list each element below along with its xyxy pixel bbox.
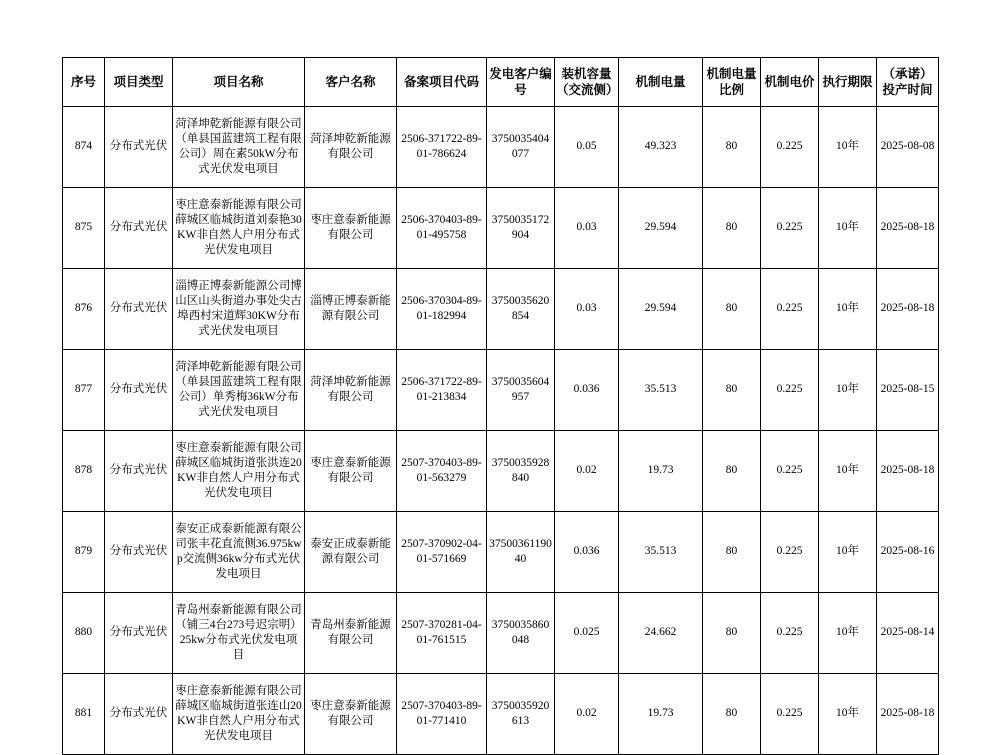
column-header-mech-ratio: 机制电量比例 [703,58,761,107]
cell-customer-name: 菏泽坤乾新能源有限公司 [305,350,397,431]
cell-project-type: 分布式光伏 [105,107,173,188]
cell-project-name: 淄博正博泰新能源公司博山区山头街道办事处尖古埠西村宋道辉30KW分布式光伏发电项目 [173,269,305,350]
cell-customer-no: 3750035860048 [487,593,555,674]
cell-term: 10年 [819,107,877,188]
cell-mech-ratio: 80 [703,107,761,188]
cell-mech-price: 0.225 [761,431,819,512]
cell-seq: 874 [63,107,105,188]
column-header-customer-name: 客户名称 [305,58,397,107]
cell-term: 10年 [819,269,877,350]
cell-project-name: 菏泽坤乾新能源有限公司（单县国蓝建筑工程有限公司）周在素50kW分布式光伏发电项目 [173,107,305,188]
cell-customer-no: 3750035172904 [487,188,555,269]
table-header [63,58,939,107]
table-body [63,107,939,755]
cell-seq: 881 [63,674,105,755]
cell-mech-price: 0.225 [761,269,819,350]
cell-capacity: 0.02 [555,674,619,755]
cell-mech-energy: 19.73 [619,674,703,755]
cell-record-code: 2506-371722-89-01-213834 [397,350,487,431]
column-header-project-type: 项目类型 [105,58,173,107]
cell-seq: 876 [63,269,105,350]
cell-term: 10年 [819,188,877,269]
cell-project-name: 菏泽坤乾新能源有限公司（单县国蓝建筑工程有限公司）单秀梅36kW分布式光伏发电项目 [173,350,305,431]
cell-project-name: 枣庄意泰新能源有限公司薛城区临城街道刘泰艳30KW非自然人户用分布式光伏发电项目 [173,188,305,269]
cell-record-code: 2506-371722-89-01-786624 [397,107,487,188]
column-header-project-name: 项目名称 [173,58,305,107]
cell-mech-energy: 19.73 [619,431,703,512]
cell-project-name: 青岛州泰新能源有限公司（铺三4台273号迟宗明）25kw分布式光伏发电项目 [173,593,305,674]
cell-capacity: 0.036 [555,350,619,431]
table-row [63,350,939,431]
cell-customer-name: 菏泽坤乾新能源有限公司 [305,107,397,188]
cell-capacity: 0.036 [555,512,619,593]
cell-mech-ratio: 80 [703,512,761,593]
cell-commission-date: 2025-08-14 [877,593,939,674]
column-header-seq: 序号 [63,58,105,107]
cell-mech-energy: 35.513 [619,512,703,593]
column-header-record-code: 备案项目代码 [397,58,487,107]
cell-mech-ratio: 80 [703,350,761,431]
cell-mech-ratio: 80 [703,593,761,674]
cell-mech-ratio: 80 [703,188,761,269]
cell-capacity: 0.025 [555,593,619,674]
cell-capacity: 0.02 [555,431,619,512]
cell-record-code: 2507-370281-04-01-761515 [397,593,487,674]
cell-record-code: 2507-370403-89-01-771410 [397,674,487,755]
table-row [63,431,939,512]
column-header-customer-no: 发电客户编号 [487,58,555,107]
project-table-container [62,57,938,755]
cell-record-code: 2507-370902-04-01-571669 [397,512,487,593]
cell-seq: 878 [63,431,105,512]
cell-project-name: 枣庄意泰新能源有限公司薛城区临城街道张连山20KW非自然人户用分布式光伏发电项目 [173,674,305,755]
cell-mech-energy: 29.594 [619,188,703,269]
cell-mech-price: 0.225 [761,350,819,431]
cell-mech-energy: 49.323 [619,107,703,188]
cell-mech-energy: 35.513 [619,350,703,431]
cell-capacity: 0.03 [555,188,619,269]
cell-commission-date: 2025-08-18 [877,188,939,269]
cell-mech-energy: 29.594 [619,269,703,350]
cell-mech-price: 0.225 [761,512,819,593]
column-header-commission-date: （承诺）投产时间 [877,58,939,107]
cell-mech-ratio: 80 [703,674,761,755]
cell-customer-no: 3750035920613 [487,674,555,755]
cell-project-type: 分布式光伏 [105,431,173,512]
table-row [63,512,939,593]
cell-customer-no: 3750035404077 [487,107,555,188]
cell-seq: 875 [63,188,105,269]
project-table [62,57,939,755]
cell-project-type: 分布式光伏 [105,674,173,755]
cell-seq: 877 [63,350,105,431]
table-row [63,674,939,755]
cell-customer-no: 3750035620854 [487,269,555,350]
cell-commission-date: 2025-08-08 [877,107,939,188]
cell-customer-no: 3750035604957 [487,350,555,431]
cell-customer-name: 淄博正博泰新能源有限公司 [305,269,397,350]
column-header-capacity: 装机容量（交流侧） [555,58,619,107]
cell-record-code: 2507-370403-89-01-563279 [397,431,487,512]
cell-customer-no: 3750035928840 [487,431,555,512]
cell-seq: 879 [63,512,105,593]
column-header-mech-price: 机制电价 [761,58,819,107]
cell-mech-price: 0.225 [761,593,819,674]
table-row [63,269,939,350]
cell-customer-name: 泰安正成泰新能源有限公司 [305,512,397,593]
cell-commission-date: 2025-08-18 [877,269,939,350]
cell-commission-date: 2025-08-18 [877,674,939,755]
cell-mech-ratio: 80 [703,269,761,350]
cell-record-code: 2506-370304-89-01-182994 [397,269,487,350]
cell-project-type: 分布式光伏 [105,350,173,431]
cell-mech-price: 0.225 [761,107,819,188]
cell-capacity: 0.05 [555,107,619,188]
cell-mech-price: 0.225 [761,674,819,755]
cell-mech-price: 0.225 [761,188,819,269]
cell-mech-ratio: 80 [703,431,761,512]
cell-capacity: 0.03 [555,269,619,350]
cell-term: 10年 [819,674,877,755]
cell-customer-name: 枣庄意泰新能源有限公司 [305,188,397,269]
cell-project-name: 泰安正成泰新能源有限公司张丰花直流侧36.975kwp交流侧36kw分布式光伏发电项目 [173,512,305,593]
table-row [63,107,939,188]
cell-term: 10年 [819,350,877,431]
cell-project-type: 分布式光伏 [105,512,173,593]
cell-commission-date: 2025-08-18 [877,431,939,512]
cell-project-name: 枣庄意泰新能源有限公司薛城区临城街道张洪连20KW非自然人户用分布式光伏发电项目 [173,431,305,512]
cell-project-type: 分布式光伏 [105,269,173,350]
cell-customer-no: 3750036119040 [487,512,555,593]
column-header-term: 执行期限 [819,58,877,107]
cell-project-type: 分布式光伏 [105,188,173,269]
table-header-row [63,58,939,107]
cell-customer-name: 青岛州泰新能源有限公司 [305,593,397,674]
cell-commission-date: 2025-08-15 [877,350,939,431]
cell-customer-name: 枣庄意泰新能源有限公司 [305,674,397,755]
cell-mech-energy: 24.662 [619,593,703,674]
cell-term: 10年 [819,593,877,674]
table-row [63,188,939,269]
table-row [63,593,939,674]
column-header-mech-energy: 机制电量 [619,58,703,107]
cell-project-type: 分布式光伏 [105,593,173,674]
cell-record-code: 2506-370403-89-01-495758 [397,188,487,269]
cell-term: 10年 [819,512,877,593]
cell-commission-date: 2025-08-16 [877,512,939,593]
cell-customer-name: 枣庄意泰新能源有限公司 [305,431,397,512]
cell-seq: 880 [63,593,105,674]
cell-term: 10年 [819,431,877,512]
